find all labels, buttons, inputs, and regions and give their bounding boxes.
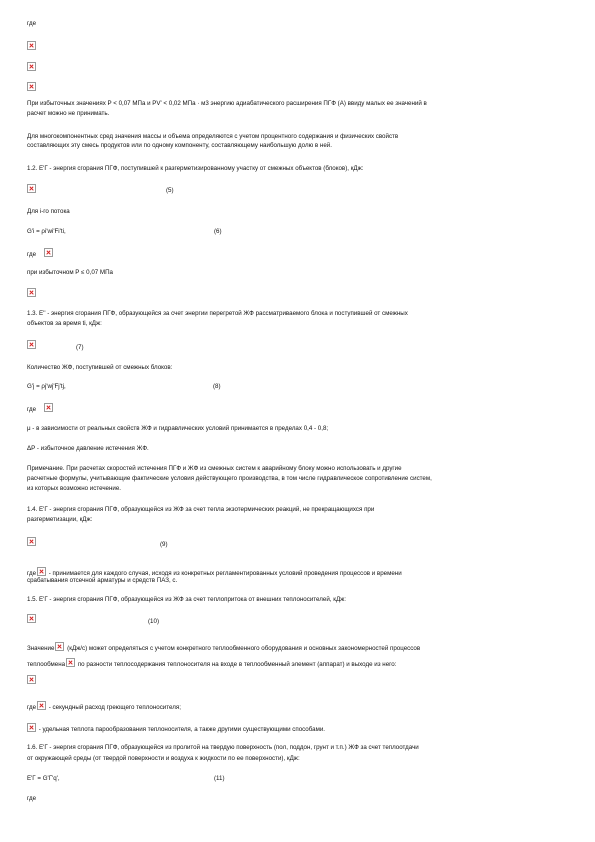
broken-image-icon — [27, 340, 36, 349]
paragraph-line: Для i-го потока — [27, 208, 70, 215]
text-where-6: где — [27, 795, 37, 802]
equation-number-10: (10) — [148, 618, 160, 625]
paragraph-line: от окружающей среды (от твердой поверхности и воздуха к жидкости по ее поверхности), кДж: — [27, 755, 300, 762]
text-where-1: где — [27, 20, 37, 27]
paragraph-text: Значение — [27, 645, 55, 652]
paragraph-line: разгерметизации, кДж: — [27, 516, 93, 523]
equation-number-5: (5) — [166, 187, 174, 194]
paragraph-text: теплообмена — [27, 661, 66, 668]
broken-image-icon — [27, 288, 36, 297]
broken-image-icon — [66, 658, 75, 667]
paragraph-line: Количество ЖФ, поступившей от смежных блоков: — [27, 364, 173, 371]
broken-image-icon — [27, 614, 36, 623]
broken-image-icon — [27, 675, 36, 684]
paragraph-line — [27, 657, 396, 669]
section-1-5: 1.5. E'Г - энергия сгорания ПГФ, образующейся из ЖФ за счет теплопритока от внешних теплоносителей, кДж: — [27, 596, 346, 603]
paragraph-text: - принимается для каждого случая, исходя из конкретных регламентированных условий проведения процессов и времени — [47, 570, 402, 577]
text-where-3: где — [27, 406, 37, 413]
paragraph-text: (кДж/с) может определяться с учетом конкретного теплообменного оборудования и основных закономерностей процессов — [65, 645, 421, 652]
broken-image-icon — [27, 82, 36, 91]
broken-image-icon — [27, 62, 36, 71]
formula-e6: E'Г = G'Г'q', — [27, 775, 60, 782]
paragraph-line — [27, 641, 420, 653]
equation-number-9: (9) — [160, 541, 168, 548]
text-where-2: где — [27, 251, 37, 258]
paragraph-line: При избыточных значениях P < 0,07 МПа и PV' < 0,02 МПа · м3 энергию адиабатического расширения ПГФ (А) ввиду малых ее значений в — [27, 100, 427, 107]
section-1-3: 1.3. E'' - энергия сгорания ПГФ, образующейся за счет энергии перегретой ЖФ рассматриваемого блока и поступившей от смежных — [27, 310, 408, 317]
paragraph-text: - удельная теплота парообразования теплоносителя, а также другими существующими способами. — [37, 726, 326, 733]
paragraph-line — [27, 722, 325, 734]
broken-image-icon — [27, 41, 36, 50]
text-where-4: где — [27, 570, 37, 577]
paragraph-line: срабатывания отсечной арматуры и средств ПАЗ, с. — [27, 577, 178, 584]
broken-image-icon — [27, 723, 36, 732]
note-line: Примечание. При расчетах скоростей истечения ПГФ и ЖФ из смежных систем к аварийному блоку можно использовать и другие — [27, 465, 402, 472]
section-1-6: 1.6. E'Г - энергия сгорания ПГФ, образующейся из пролитой на твердую поверхность (пол, поддон, грунт и т.п.) ЖФ за счет теплоотдачи — [27, 744, 419, 751]
broken-image-icon — [44, 248, 53, 257]
broken-image-icon — [55, 642, 64, 651]
note-line: расчетные формулы, учитывающие фактические условия действующего производства, в том числе гидравлическое сопротивление систем, — [27, 475, 432, 482]
paragraph-line: ΔP - избыточное давление истечения ЖФ. — [27, 445, 149, 452]
paragraph-line: при избыточном P ≤ 0,07 МПа — [27, 269, 113, 276]
paragraph-line: расчет можно не принимать. — [27, 110, 110, 117]
broken-image-icon — [37, 701, 46, 710]
paragraph-line: Для многокомпонентных сред значения массы и объема определяются с учетом процентного содержания и физических свойств — [27, 133, 399, 140]
broken-image-icon — [27, 537, 36, 546]
paragraph-line: составляющих эту смесь продуктов или по одному компоненту, составляющему наибольшую долю в ней. — [27, 142, 332, 149]
text-where-5: где — [27, 704, 37, 711]
formula-g-j: G'j = ρj'wj'Fj'tj, — [27, 383, 66, 390]
equation-number-11: (11) — [214, 775, 225, 782]
paragraph-line: объектов за время ti, кДж: — [27, 320, 102, 327]
formula-g-i: G'i = ρi'wi'Fi'ti, — [27, 228, 66, 235]
broken-image-icon — [44, 403, 53, 412]
note-line: из которых возможно истечение. — [27, 485, 122, 492]
equation-number-8: (8) — [213, 383, 221, 390]
paragraph-line: μ - в зависимости от реальных свойств ЖФ и гидравлических условий принимается в пределах 0,4 - 0,8; — [27, 425, 329, 432]
broken-image-icon — [27, 184, 36, 193]
section-1-4: 1.4. E'Г - энергия сгорания ПГФ, образующейся из ЖФ за счет тепла экзотермических реакций, не прекращающихся при — [27, 506, 375, 513]
equation-number-7: (7) — [76, 344, 84, 351]
section-1-2: 1.2. E'Г - энергия сгорания ПГФ, поступившей к разгерметизированному участку от смежных объектов (блоков), кДж: — [27, 165, 364, 172]
paragraph-text: по разности теплосодержания теплоносителя на входе в теплообменный элемент (аппарат) и выходе из него: — [76, 661, 397, 668]
paragraph-line — [27, 700, 181, 712]
paragraph-text: - секундный расход греющего теплоносителя; — [47, 704, 181, 711]
equation-number-6: (6) — [214, 228, 222, 235]
broken-image-icon — [37, 567, 46, 576]
